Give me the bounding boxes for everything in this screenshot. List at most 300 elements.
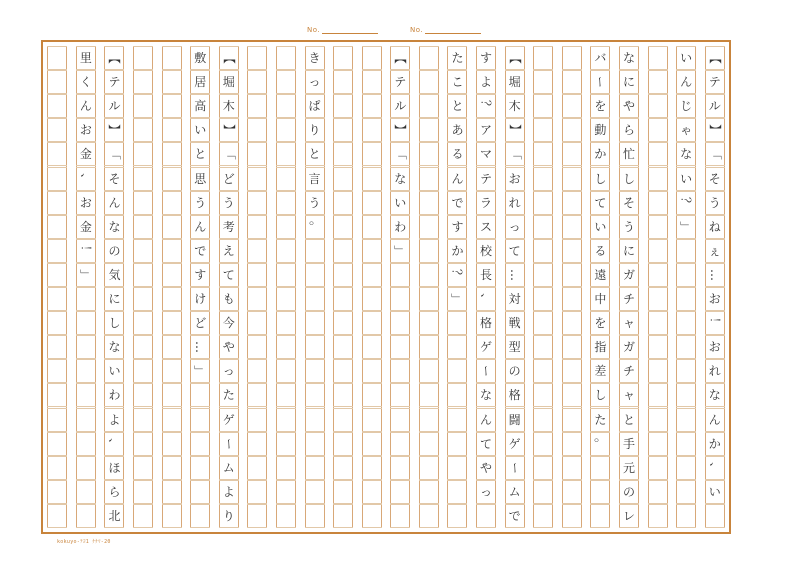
manuscript-cell xyxy=(676,408,696,432)
manuscript-cell: え xyxy=(219,239,239,263)
manuscript-cell: に xyxy=(104,287,124,311)
manuscript-column xyxy=(533,46,553,528)
manuscript-cell: の xyxy=(505,359,525,383)
manuscript-cell: 気 xyxy=(104,263,124,287)
manuscript-cell xyxy=(190,359,210,383)
manuscript-cell xyxy=(362,311,382,335)
manuscript-cell: の xyxy=(619,480,639,504)
manuscript-cell: 指 xyxy=(590,335,610,359)
manuscript-cell xyxy=(390,504,410,528)
manuscript-cell xyxy=(419,359,439,383)
manuscript-cell: た xyxy=(219,383,239,407)
rotated-glyph: 「 xyxy=(707,148,722,161)
manuscript-cell: し xyxy=(590,383,610,407)
manuscript-cell xyxy=(419,456,439,480)
manuscript-cell xyxy=(305,432,325,456)
manuscript-cell xyxy=(76,480,96,504)
manuscript-cell xyxy=(333,408,353,432)
manuscript-cell: よ xyxy=(219,480,239,504)
manuscript-cell xyxy=(648,167,668,191)
manuscript-cell xyxy=(219,432,239,456)
rotated-glyph: ！ xyxy=(707,317,722,330)
manuscript-cell xyxy=(162,239,182,263)
manuscript-cell: ん xyxy=(476,408,496,432)
manuscript-cell: 格 xyxy=(505,383,525,407)
manuscript-cell xyxy=(333,311,353,335)
rotated-glyph: 」 xyxy=(393,244,408,257)
manuscript-cell xyxy=(76,335,96,359)
manuscript-cell xyxy=(333,432,353,456)
manuscript-cell: マ xyxy=(476,142,496,166)
manuscript-cell: う xyxy=(190,191,210,215)
manuscript-cell xyxy=(162,70,182,94)
manuscript-cell: る xyxy=(447,142,467,166)
manuscript-cell xyxy=(47,383,67,407)
manuscript-cell xyxy=(362,142,382,166)
manuscript-cell xyxy=(362,94,382,118)
manuscript-cell xyxy=(676,311,696,335)
manuscript-cell xyxy=(47,408,67,432)
manuscript-cell xyxy=(419,191,439,215)
manuscript-cell: 戦 xyxy=(505,311,525,335)
rotated-glyph: 「 xyxy=(107,148,122,161)
manuscript-cell xyxy=(133,118,153,142)
manuscript-cell xyxy=(390,335,410,359)
manuscript-cell xyxy=(362,239,382,263)
manuscript-cell xyxy=(47,263,67,287)
manuscript-cell: う xyxy=(305,191,325,215)
manuscript-cell xyxy=(247,504,267,528)
manuscript-cell xyxy=(133,263,153,287)
manuscript-cell xyxy=(676,287,696,311)
manuscript-cell xyxy=(533,70,553,94)
manuscript-cell xyxy=(362,118,382,142)
manuscript-cell xyxy=(333,215,353,239)
manuscript-cell xyxy=(133,408,153,432)
manuscript-cell xyxy=(533,480,553,504)
manuscript-cell xyxy=(447,504,467,528)
manuscript-column xyxy=(705,46,725,528)
manuscript-cell xyxy=(333,480,353,504)
manuscript-cell xyxy=(447,432,467,456)
manuscript-cell xyxy=(190,456,210,480)
manuscript-column xyxy=(47,46,67,528)
manuscript-cell: き xyxy=(305,46,325,70)
manuscript-cell xyxy=(47,359,67,383)
manuscript-cell xyxy=(648,287,668,311)
manuscript-cell: を xyxy=(590,94,610,118)
manuscript-cell xyxy=(562,118,582,142)
manuscript-cell xyxy=(562,456,582,480)
manuscript-cell: 言 xyxy=(305,167,325,191)
manuscript-cell xyxy=(362,335,382,359)
manuscript-cell xyxy=(676,480,696,504)
manuscript-cell xyxy=(705,456,725,480)
manuscript-cell: 手 xyxy=(619,432,639,456)
manuscript-column xyxy=(76,46,96,528)
manuscript-cell xyxy=(162,287,182,311)
manuscript-cell xyxy=(276,504,296,528)
manuscript-cell xyxy=(190,408,210,432)
manuscript-cell xyxy=(533,46,553,70)
manuscript-cell xyxy=(419,46,439,70)
manuscript-cell: お xyxy=(76,191,96,215)
manuscript-cell xyxy=(362,359,382,383)
rotated-glyph: 【 xyxy=(107,51,122,65)
manuscript-cell xyxy=(333,504,353,528)
manuscript-cell: し xyxy=(104,311,124,335)
manuscript-cell: 堀 xyxy=(219,70,239,94)
manuscript-cell xyxy=(648,335,668,359)
manuscript-column xyxy=(562,46,582,528)
manuscript-cell: う xyxy=(705,191,725,215)
manuscript-cell xyxy=(533,311,553,335)
manuscript-cell xyxy=(247,118,267,142)
manuscript-cell xyxy=(333,167,353,191)
manuscript-cell: ら xyxy=(104,480,124,504)
manuscript-cell xyxy=(648,383,668,407)
manuscript-cell: っ xyxy=(505,215,525,239)
manuscript-column xyxy=(362,46,382,528)
manuscript-cell: な xyxy=(619,46,639,70)
manuscript-cell xyxy=(133,432,153,456)
manuscript-cell xyxy=(76,359,96,383)
manuscript-cell: 木 xyxy=(505,94,525,118)
manuscript-cell xyxy=(162,480,182,504)
manuscript-cell xyxy=(305,359,325,383)
manuscript-cell xyxy=(505,142,525,166)
manuscript-cell: 差 xyxy=(590,359,610,383)
manuscript-cell: け xyxy=(190,287,210,311)
manuscript-cell xyxy=(162,46,182,70)
manuscript-cell xyxy=(648,70,668,94)
manuscript-cell: ゲ xyxy=(476,335,496,359)
manuscript-cell: し xyxy=(619,167,639,191)
manuscript-column xyxy=(447,46,467,528)
manuscript-cell xyxy=(562,408,582,432)
manuscript-cell xyxy=(390,46,410,70)
rotated-glyph: 「 xyxy=(221,148,236,161)
manuscript-cell xyxy=(104,118,124,142)
manuscript-cell: ん xyxy=(76,94,96,118)
manuscript-cell: か xyxy=(447,239,467,263)
manuscript-cell xyxy=(276,46,296,70)
manuscript-cell xyxy=(333,239,353,263)
manuscript-cell xyxy=(562,142,582,166)
manuscript-cell xyxy=(533,167,553,191)
manuscript-cell: 型 xyxy=(505,335,525,359)
manuscript-cell: っ xyxy=(219,359,239,383)
rotated-glyph: 【 xyxy=(507,51,522,65)
rotated-glyph: 。 xyxy=(593,437,608,450)
manuscript-cell xyxy=(247,408,267,432)
manuscript-cell: し xyxy=(590,167,610,191)
manuscript-cell xyxy=(47,191,67,215)
manuscript-cell xyxy=(333,287,353,311)
manuscript-cell xyxy=(305,408,325,432)
manuscript-cell: て xyxy=(505,239,525,263)
manuscript-cell: く xyxy=(76,70,96,94)
manuscript-cell: 忙 xyxy=(619,142,639,166)
manuscript-cell: じ xyxy=(676,94,696,118)
manuscript-cell xyxy=(533,215,553,239)
manuscript-cell xyxy=(476,504,496,528)
manuscript-cell: 高 xyxy=(190,94,210,118)
manuscript-cell xyxy=(648,408,668,432)
manuscript-cell xyxy=(590,70,610,94)
manuscript-cell xyxy=(47,239,67,263)
manuscript-cell xyxy=(276,456,296,480)
manuscript-cell xyxy=(247,383,267,407)
manuscript-cell xyxy=(419,167,439,191)
no-underline-1 xyxy=(322,25,378,34)
manuscript-cell: 北 xyxy=(104,504,124,528)
manuscript-column xyxy=(590,46,610,528)
manuscript-cell: す xyxy=(447,215,467,239)
manuscript-cell: す xyxy=(190,263,210,287)
manuscript-cell xyxy=(247,142,267,166)
manuscript-cell xyxy=(419,311,439,335)
manuscript-cell xyxy=(505,118,525,142)
manuscript-cell xyxy=(47,480,67,504)
manuscript-cell: 長 xyxy=(476,263,496,287)
manuscript-cell: い xyxy=(705,480,725,504)
manuscript-cell xyxy=(419,118,439,142)
manuscript-column xyxy=(333,46,353,528)
manuscript-cell xyxy=(76,311,96,335)
manuscript-cell: よ xyxy=(104,408,124,432)
manuscript-cell xyxy=(676,383,696,407)
manuscript-cell: テ xyxy=(390,70,410,94)
rotated-glyph: … xyxy=(707,268,722,281)
manuscript-cell xyxy=(390,287,410,311)
manuscript-cell xyxy=(47,118,67,142)
manuscript-cell xyxy=(562,432,582,456)
manuscript-column xyxy=(162,46,182,528)
manuscript-cell xyxy=(362,383,382,407)
manuscript-cell xyxy=(133,311,153,335)
manuscript-cell: 遠 xyxy=(590,263,610,287)
manuscript-cell xyxy=(162,118,182,142)
manuscript-cell: ャ xyxy=(619,383,639,407)
manuscript-cell xyxy=(533,263,553,287)
manuscript-cell: お xyxy=(505,167,525,191)
manuscript-cell xyxy=(419,287,439,311)
manuscript-cell xyxy=(562,94,582,118)
manuscript-cell: い xyxy=(390,191,410,215)
manuscript-cell xyxy=(162,191,182,215)
manuscript-cell xyxy=(362,432,382,456)
rotated-glyph: 、 xyxy=(107,437,122,450)
manuscript-cell xyxy=(76,456,96,480)
manuscript-cell: っ xyxy=(305,70,325,94)
manuscript-cell xyxy=(419,383,439,407)
manuscript-cell: に xyxy=(619,239,639,263)
manuscript-cell xyxy=(247,263,267,287)
rotated-glyph: 】 xyxy=(707,124,722,137)
manuscript-cell xyxy=(390,408,410,432)
manuscript-cell xyxy=(533,383,553,407)
manuscript-cell xyxy=(676,359,696,383)
manuscript-cell xyxy=(476,287,496,311)
manuscript-cell xyxy=(590,456,610,480)
manuscript-cell: れ xyxy=(505,191,525,215)
manuscript-cell xyxy=(162,408,182,432)
manuscript-cell: ル xyxy=(705,94,725,118)
manuscript-cell xyxy=(276,383,296,407)
manuscript-cell xyxy=(219,142,239,166)
manuscript-cell xyxy=(390,239,410,263)
manuscript-cell xyxy=(162,94,182,118)
rotated-glyph: … xyxy=(507,268,522,281)
manuscript-cell xyxy=(390,480,410,504)
manuscript-cell: な xyxy=(705,383,725,407)
manuscript-cell xyxy=(419,94,439,118)
manuscript-cell xyxy=(47,46,67,70)
manuscript-cell xyxy=(133,142,153,166)
manuscript-cell: 中 xyxy=(590,287,610,311)
manuscript-cell xyxy=(562,263,582,287)
manuscript-column xyxy=(276,46,296,528)
manuscript-cell: い xyxy=(676,46,696,70)
manuscript-cell: ガ xyxy=(619,335,639,359)
manuscript-cell: い xyxy=(104,359,124,383)
manuscript-cell: て xyxy=(590,191,610,215)
rotated-glyph: 「 xyxy=(507,148,522,161)
manuscript-cell: を xyxy=(590,311,610,335)
manuscript-cell xyxy=(705,118,725,142)
manuscript-cell: な xyxy=(476,383,496,407)
manuscript-cell xyxy=(47,456,67,480)
manuscript-cell: で xyxy=(447,191,467,215)
manuscript-cell: す xyxy=(476,46,496,70)
manuscript-cell xyxy=(276,142,296,166)
rotated-glyph: ー xyxy=(593,76,608,89)
manuscript-cell xyxy=(390,383,410,407)
manuscript-cell xyxy=(133,383,153,407)
rotated-glyph: 】 xyxy=(393,124,408,137)
manuscript-cell xyxy=(47,70,67,94)
manuscript-cell xyxy=(533,335,553,359)
manuscript-cell xyxy=(47,432,67,456)
manuscript-cell xyxy=(390,118,410,142)
manuscript-cell xyxy=(333,456,353,480)
manuscript-cell: テ xyxy=(104,70,124,94)
manuscript-cell xyxy=(533,287,553,311)
manuscript-cell xyxy=(76,263,96,287)
manuscript-cell: 闘 xyxy=(505,408,525,432)
manuscript-cell xyxy=(419,239,439,263)
manuscript-cell xyxy=(676,215,696,239)
manuscript-cell xyxy=(648,239,668,263)
rotated-glyph: 】 xyxy=(507,124,522,137)
no-label-2: No. xyxy=(410,26,424,34)
manuscript-cell xyxy=(305,215,325,239)
manuscript-cell: ゃ xyxy=(676,118,696,142)
manuscript-cell: ア xyxy=(476,118,496,142)
manuscript-cell: な xyxy=(390,167,410,191)
manuscript-cell xyxy=(247,70,267,94)
manuscript-cell xyxy=(419,142,439,166)
manuscript-cell xyxy=(648,191,668,215)
rotated-glyph: 」 xyxy=(78,268,93,281)
manuscript-cell: そ xyxy=(619,191,639,215)
manuscript-cell xyxy=(533,94,553,118)
manuscript-cell xyxy=(447,383,467,407)
manuscript-cell: の xyxy=(104,239,124,263)
rotated-glyph: 」 xyxy=(679,220,694,233)
manuscript-cell xyxy=(447,480,467,504)
rotated-glyph: 【 xyxy=(221,51,236,65)
manuscript-cell: 対 xyxy=(505,287,525,311)
manuscript-cell xyxy=(276,118,296,142)
rotated-glyph: ー xyxy=(479,365,494,378)
manuscript-cell xyxy=(676,263,696,287)
manuscript-cell xyxy=(419,408,439,432)
manuscript-cell xyxy=(276,311,296,335)
manuscript-cell xyxy=(562,359,582,383)
manuscript-cell: っ xyxy=(476,480,496,504)
manuscript-cell xyxy=(648,504,668,528)
manuscript-cell xyxy=(390,142,410,166)
manuscript-cell xyxy=(305,383,325,407)
manuscript-cell xyxy=(705,504,725,528)
manuscript-cell xyxy=(390,311,410,335)
manuscript-cell xyxy=(247,359,267,383)
manuscript-cell xyxy=(333,191,353,215)
manuscript-cell xyxy=(362,70,382,94)
manuscript-cell xyxy=(162,263,182,287)
manuscript-cell xyxy=(133,239,153,263)
manuscript-cell xyxy=(362,215,382,239)
manuscript-cell: お xyxy=(705,287,725,311)
manuscript-cell xyxy=(247,94,267,118)
footer-text: kokuyo-ﾃﾖ1 ｹｹﾏ-20 xyxy=(57,539,111,545)
manuscript-cell: お xyxy=(76,118,96,142)
manuscript-cell xyxy=(133,335,153,359)
manuscript-cell xyxy=(333,118,353,142)
manuscript-cell xyxy=(76,239,96,263)
manuscript-cell: 元 xyxy=(619,456,639,480)
manuscript-column xyxy=(505,46,525,528)
manuscript-cell xyxy=(590,504,610,528)
manuscript-cell: 里 xyxy=(76,46,96,70)
manuscript-column xyxy=(219,46,239,528)
manuscript-cell: で xyxy=(505,504,525,528)
rotated-glyph: 、 xyxy=(78,172,93,185)
manuscript-cell xyxy=(276,408,296,432)
no-field-2 xyxy=(410,25,481,34)
manuscript-cell xyxy=(476,94,496,118)
manuscript-cell xyxy=(276,432,296,456)
manuscript-cell xyxy=(562,167,582,191)
manuscript-cell: と xyxy=(190,142,210,166)
manuscript-cell: れ xyxy=(705,359,725,383)
manuscript-cell: 居 xyxy=(190,70,210,94)
manuscript-cell: ゲ xyxy=(219,408,239,432)
manuscript-cell: な xyxy=(104,335,124,359)
manuscript-cell xyxy=(705,311,725,335)
manuscript-cell xyxy=(390,359,410,383)
manuscript-cell: お xyxy=(705,335,725,359)
manuscript-cell xyxy=(76,383,96,407)
manuscript-cell xyxy=(133,504,153,528)
manuscript-cell xyxy=(562,383,582,407)
manuscript-cell xyxy=(676,335,696,359)
manuscript-cell xyxy=(333,142,353,166)
manuscript-cell: い xyxy=(590,215,610,239)
manuscript-cell: も xyxy=(219,287,239,311)
